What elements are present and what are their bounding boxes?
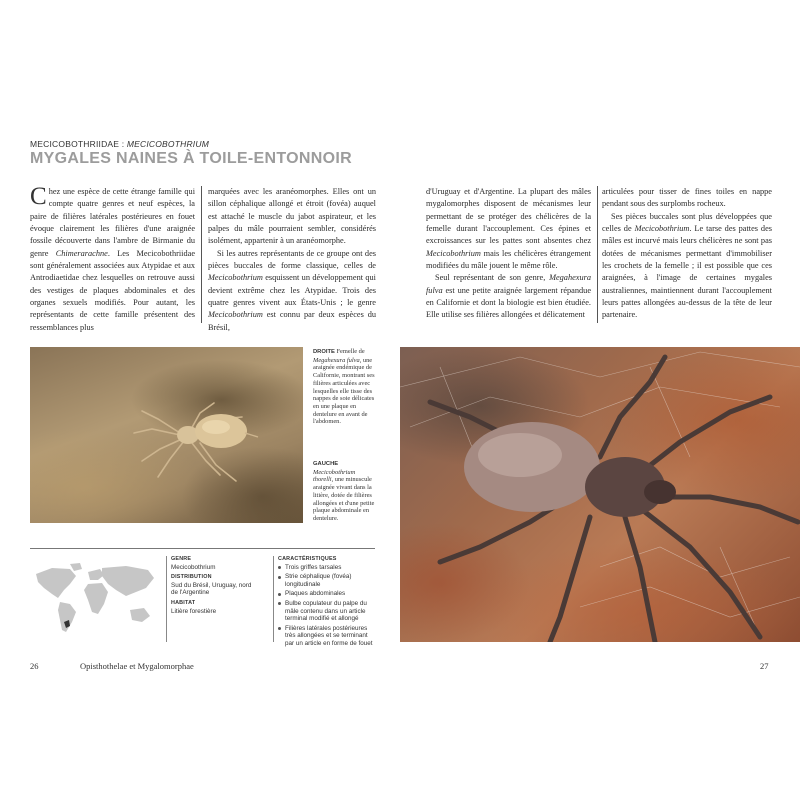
facts-divider bbox=[166, 556, 167, 642]
caption-species: Megahexura fulva bbox=[313, 356, 360, 364]
genre-value: Mecicobothrium bbox=[171, 563, 216, 571]
bullet-icon bbox=[278, 576, 281, 579]
characteristics-list bbox=[278, 564, 376, 648]
list-item bbox=[278, 600, 376, 623]
bullet-icon bbox=[278, 627, 281, 630]
list-item bbox=[278, 590, 376, 598]
bullet-icon bbox=[278, 566, 281, 569]
habitat-label: HABITAT bbox=[171, 599, 196, 606]
characteristic-text: Strie céphalique (fovéa) longitudinale bbox=[285, 573, 352, 588]
text-column-2 bbox=[208, 186, 376, 334]
paragraph bbox=[30, 183, 196, 334]
page-title: MYGALES NAINES À TOILE-ENTONNOIR bbox=[30, 150, 352, 167]
page-number-right: 27 bbox=[760, 661, 769, 671]
paragraph bbox=[426, 186, 591, 272]
text-column-1 bbox=[30, 183, 196, 334]
text-column-3 bbox=[426, 186, 591, 322]
text-run: Seul représentant de son genre, bbox=[435, 273, 550, 283]
genus-italic: Mecicobothrium bbox=[208, 273, 263, 283]
facts-panel bbox=[171, 556, 256, 615]
paragraph bbox=[426, 272, 591, 321]
family-name: MECICOBOTHRIIDAE : bbox=[30, 139, 125, 149]
text-run: . Le tarse des pattes des mâles est incurvé mais leurs chélicères ne sont pas dotées de mécanismes permettant d'immobiliser les crochets de la femelle ; il est possible que ces araignées, à l'image de certaines mygales australiennes, maintiennent durant l'accouplement leurs pattes allongées au-dessus de la tête de leur partenaire. bbox=[602, 224, 772, 320]
bullet-icon bbox=[278, 593, 281, 596]
genus-italic: Megahexura fulva bbox=[426, 273, 591, 295]
running-title: Opisthothelae et Mygalomorphae bbox=[80, 661, 194, 671]
text-run: esquissent un développement qui devient extrême chez les Atypidae. Trois des quatre genres vivent aux États-Unis ; le genre bbox=[208, 273, 376, 308]
habitat-value: Litière forestière bbox=[171, 607, 217, 615]
caption-left bbox=[313, 460, 375, 523]
megahexura-photo bbox=[400, 347, 800, 642]
section-divider bbox=[30, 548, 375, 549]
caption-text: , une araignée endémique de Californie, montrant ses filières articulées avec lesquelles elle tisse des nappes de soie délicates en une plaque en dentelure en avant de l'abdomen. bbox=[313, 356, 375, 426]
text-run: Si les autres représentants de ce groupe ont des pièces buccales de forme classique, celles de bbox=[208, 248, 376, 271]
characteristic-text: Plaques abdominales bbox=[285, 590, 346, 598]
family-heading bbox=[30, 139, 209, 149]
caption-tag-right: DROITE bbox=[313, 349, 335, 355]
caption-text: Femelle de bbox=[334, 348, 365, 355]
distribution-value: Sud du Brésil, Uruguay, nord de l'Argentine bbox=[171, 581, 252, 597]
facts-divider bbox=[273, 556, 274, 642]
column-divider bbox=[597, 186, 598, 323]
paragraph: articulées pour tisser de fines toiles en nappe pendant sous des surplombs rocheux. bbox=[602, 187, 772, 209]
genus-italic: Chimerarachne bbox=[55, 248, 108, 258]
list-item bbox=[278, 564, 376, 572]
spider-illustration-large bbox=[400, 347, 800, 642]
genre-label: GENRE bbox=[171, 556, 192, 562]
bullet-icon bbox=[278, 602, 281, 605]
spider-illustration-small bbox=[30, 347, 303, 523]
distribution-map bbox=[30, 560, 160, 642]
characteristic-text: Trois griffes tarsales bbox=[285, 563, 342, 571]
caption-text: , une minuscule araignée vivant dans la litière, dotée de filières allongées et d'une petite plaque abdominale en dentelure. bbox=[313, 476, 375, 522]
text-run: Ses pièces buccales sont plus développées que celles de bbox=[602, 211, 772, 234]
mecicobothrium-photo bbox=[30, 347, 303, 523]
text-column-4 bbox=[602, 186, 772, 322]
characteristic-text: Bulbe copulateur du palpe du mâle contenu dans un article terminal modifié et allongé bbox=[285, 599, 367, 623]
characteristic-text: Filières latérales postérieures très allongées et se terminant par un article en forme de fouet bbox=[285, 624, 373, 647]
text-run: . Les Mecicobothriidae sont généralement associées aux Atypidae et aux Antrodiaetidae chez lesquelles on retrouve aussi des vestiges de plaques abdominales et des organes sexuels modifiés. Pour autant, les représentants de cette famille présentent des ressemblances plus bbox=[30, 248, 196, 332]
text-run: est connu par deux espèces du Brésil, bbox=[208, 310, 376, 332]
list-item bbox=[278, 625, 376, 648]
distribution-label: DISTRIBUTION bbox=[171, 574, 212, 581]
paragraph bbox=[208, 248, 376, 334]
caption-right bbox=[313, 348, 375, 426]
caption-species: Mecicobothrium thorelli bbox=[313, 468, 356, 484]
caption-tag-left: GAUCHE bbox=[313, 461, 339, 467]
paragraph bbox=[602, 211, 772, 322]
genus-italic: Mecicobothrium bbox=[426, 248, 481, 258]
text-run: Chez une espèce de cette étrange famille qui compte quatre genres et neuf espèces, la paire de filières latérales postérieures en fouet évoque clairement les filières d'une araignée fossile découverte dans l'ambre de Birmanie du genre bbox=[30, 183, 195, 258]
text-run: d'Uruguay et d'Argentine. La plupart des mâles mygalomorphes disposent de mécanismes leur permettant de se protéger des chélicères de la femelle durant l'accouplement. Ces épines et excroissances sur les pattes sont absentes chez bbox=[426, 187, 591, 246]
paragraph: marquées avec les aranéomorphes. Elles ont un sillon céphalique allongé et étroit (fovéa) auquel est attaché le muscle du jabot aspirateur, et les palpes du mâle pourraient sembler, considérés isolément, appartenir à un aranéomorphe. bbox=[208, 187, 376, 246]
characteristics-panel bbox=[278, 556, 376, 650]
text-run: mais les chélicères étrangement modifiées du mâle jouent le même rôle. bbox=[426, 248, 591, 271]
genus-italic: Mecicobothrium bbox=[634, 224, 690, 234]
characteristics-label: CARACTÉRISTIQUES bbox=[278, 556, 337, 562]
genus-italic: Mecicobothrium bbox=[208, 310, 263, 320]
list-item bbox=[278, 573, 376, 588]
column-divider bbox=[201, 186, 202, 323]
page-number-left: 26 bbox=[30, 661, 39, 671]
genus-name: MECICOBOTHRIUM bbox=[126, 139, 209, 149]
text-run: est une petite araignée largement répandue en Californie et dont la biologie est bien étudiée. Elle utilise ses filières allongées et délicatement bbox=[426, 285, 591, 320]
